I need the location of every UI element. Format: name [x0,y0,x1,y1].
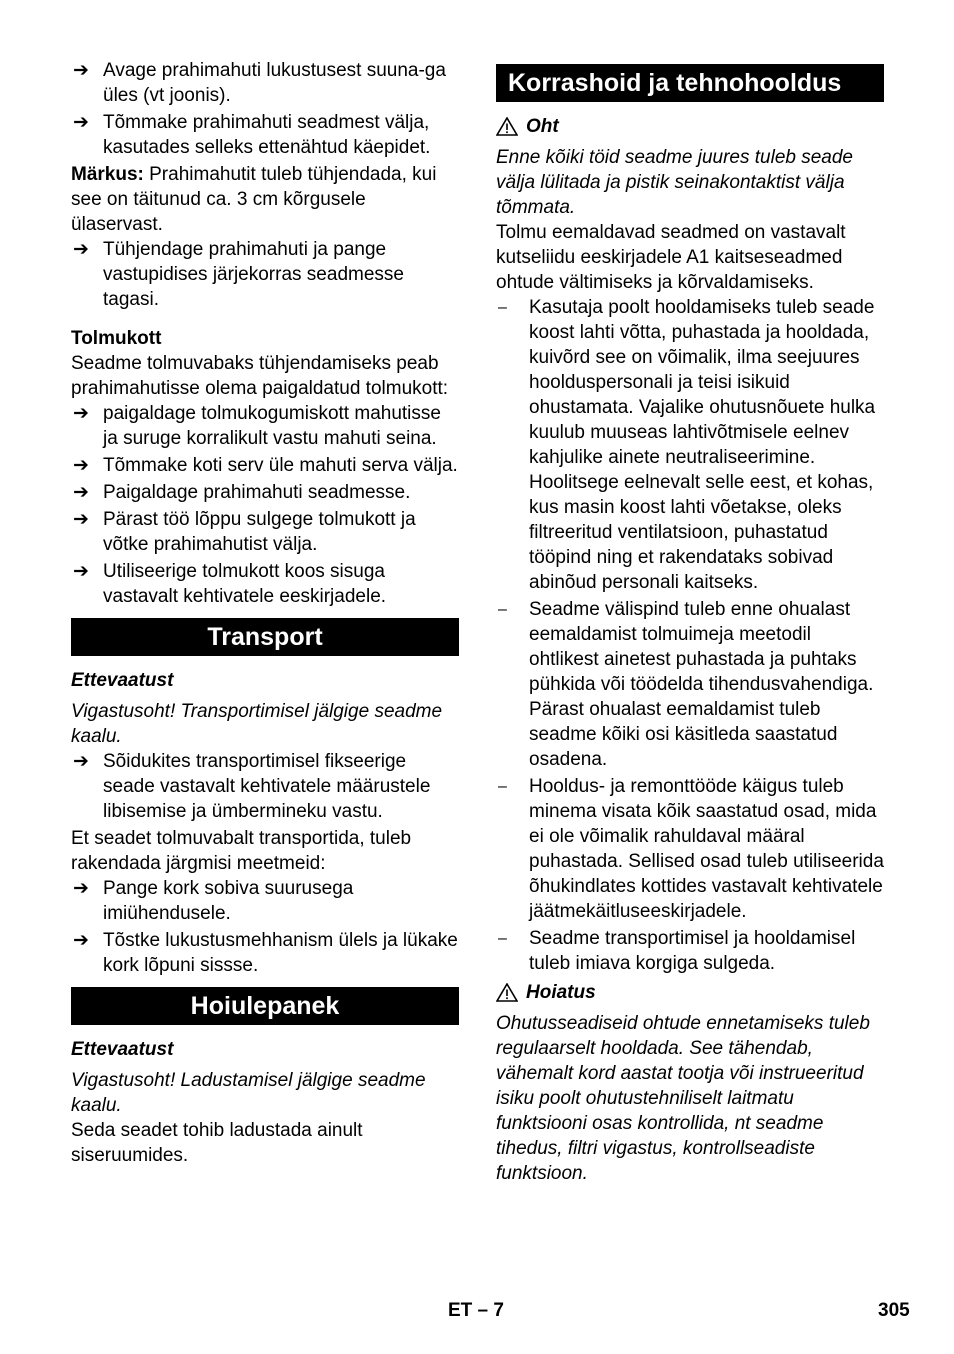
intro-text: Tolmu eemaldavad seadmed on vastavalt kutseliidu eeskirjadele A1 kaitseseadmed ohtude vältimiseks ja kõrvaldamiseks. [496,222,846,293]
list-item: ➔ Tühjendage prahimahuti ja pange vastupidises järjekorras seadmesse tagasi. [73,239,404,310]
arrow-icon: ➔ [73,930,89,951]
note-paragraph [71,162,459,237]
list-item: ➔ paigaldage tolmukogumiskott mahutisse ja suruge korralikult vastu mahuti seina. [73,403,441,449]
list-item: – Seadme välispind tuleb enne ohualast eemaldamist tolmuimeja meetodil ohtlikest ainetest puhastada ja puhtaks pühkida või töödelda tihendusvahendiga. Pärast ohualast eemaldamist tuleb seadme kõiki osi käsitleda saastatud osadena. [498,599,874,770]
arrow-icon: ➔ [73,112,89,133]
list-item: ➔ Sõidukites transportimisel fikseerige seade vastavalt kehtivatele määrustele libisemise ja ümbermineku vastu. [73,751,431,822]
note-text: Prahimahutit tuleb tühjendada, kui see on täitunud ca. 3 cm kõrgusele ülaservast. [71,164,437,235]
arrow-icon: ➔ [73,482,89,503]
transport-title: Transport [71,618,459,656]
list-item: ➔ Utiliseerige tolmukott koos sisuga vastavalt kehtivatele eeskirjadele. [73,561,387,607]
storage-text: Seda seadet tohib ladustada ainult siseruumides. [71,1120,363,1166]
arrow-icon: ➔ [73,509,89,530]
list-item: – Kasutaja poolt hooldamiseks tuleb seade koost lahti võtta, puhastada ja hooldada, kuivõrd see on võimalik, ilma seejuures hoolduspersonali ja teisi isikuid ohustamata. Vajalike ohutusnõuete hulka kuulub muuseas lahtivõtmisele eelnev kahjulike ainete neutraliseerimine. Hoolitsege eelnevalt selle eest, et kohas, kus masin koost lahti võetakse, oleks filtreeritud ventilatsioon, puhastatud tööpind ning et rakendataks sobivad abinõud personali kaitseks. [498,297,876,593]
dustbag-heading: Tolmukott [71,328,162,349]
warning-label: Hoiatus [526,982,596,1003]
right-column [496,58,884,1186]
list-item: ➔ Tõstke lukustusmehhanism ülels ja lükake kork lõpuni sissse. [73,930,458,976]
warning-text: Ohutusseadiseid ohtude ennetamiseks tuleb regulaarselt hooldada. See tähendab, vähemalt kord aastat tootja või instrueeritud isiku poolt ohutustehniliselt laitmatu funktsiooni osas kontrollida, nt seadme tihedus, filtri vigastus, kontrollseadiste funktsioon. [496,1013,870,1184]
storage-caution-label: Ettevaatust [71,1039,174,1060]
arrow-icon: ➔ [73,751,89,772]
danger-text: Enne kõiki töid seadme juures tuleb seade välja lülitada ja pistik seinakontaktist välja tõmmata. [496,147,854,218]
storage-caution-text: Vigastusoht! Ladustamisel jälgige seadme kaalu. [71,1070,426,1116]
left-column [71,58,459,1168]
arrow-icon: ➔ [73,561,89,582]
dash-icon: – [498,299,507,316]
page-number: 305 [878,1300,910,1321]
dash-icon: – [498,930,507,947]
list-item: – Hooldus- ja remonttööde käigus tuleb minema visata kõik saastatud osad, mida ei ole võimalik rahuldaval määral puhastada. Sellised osad tuleb utiliseerida õhukindlates kottides vastavalt kehtivatele jäätmekäitluseeskirjadele. [498,776,884,922]
danger-label: Oht [526,116,559,137]
footer-language-page: ET – 7 [448,1300,504,1321]
transport-caution-text: Vigastusoht! Transportimisel jälgige seadme kaalu. [71,701,443,747]
dash-icon: – [498,778,507,795]
storage-title: Hoiulepanek [71,987,459,1025]
arrow-icon: ➔ [73,239,89,260]
note-label: Märkus: [71,164,144,185]
list-item: – Seadme transportimisel ja hooldamisel tuleb imiava korgiga sulgeda. [498,928,856,974]
warning-heading [496,980,884,1005]
transport-caution-label: Ettevaatust [71,670,174,691]
list-item: ➔ Paigaldage prahimahuti seadmesse. [73,482,411,503]
dash-icon: – [498,601,507,618]
list-item: ➔ Pange kork sobiva suurusega imiühendusele. [73,878,354,924]
arrow-icon: ➔ [73,878,89,899]
list-item: ➔ Avage prahimahuti lukustusest suuna-ga üles (vt joonis). [73,60,446,106]
arrow-icon: ➔ [73,455,89,476]
danger-heading [496,114,884,139]
list-item: ➔ Tõmmake koti serv üle mahuti serva välja. [73,455,458,476]
warning-triangle-icon [496,117,518,136]
list-item: ➔ Tõmmake prahimahuti seadmest välja, kasutades selleks ettenähtud käepidet. [73,112,431,158]
arrow-icon: ➔ [73,403,89,424]
list-item: ➔ Pärast töö lõppu sulgege tolmukott ja võtke prahimahutist välja. [73,509,416,555]
warning-triangle-icon [496,983,518,1002]
transport-text: Et seadet tolmuvabalt transportida, tuleb rakendada järgmisi meetmeid: [71,828,412,874]
dustbag-text: Seadme tolmuvabaks tühjendamiseks peab prahimahutisse olema paigaldatud tolmukott: [71,353,449,399]
arrow-icon: ➔ [73,60,89,81]
maintenance-title: Korrashoid ja tehnohooldus [496,64,884,102]
